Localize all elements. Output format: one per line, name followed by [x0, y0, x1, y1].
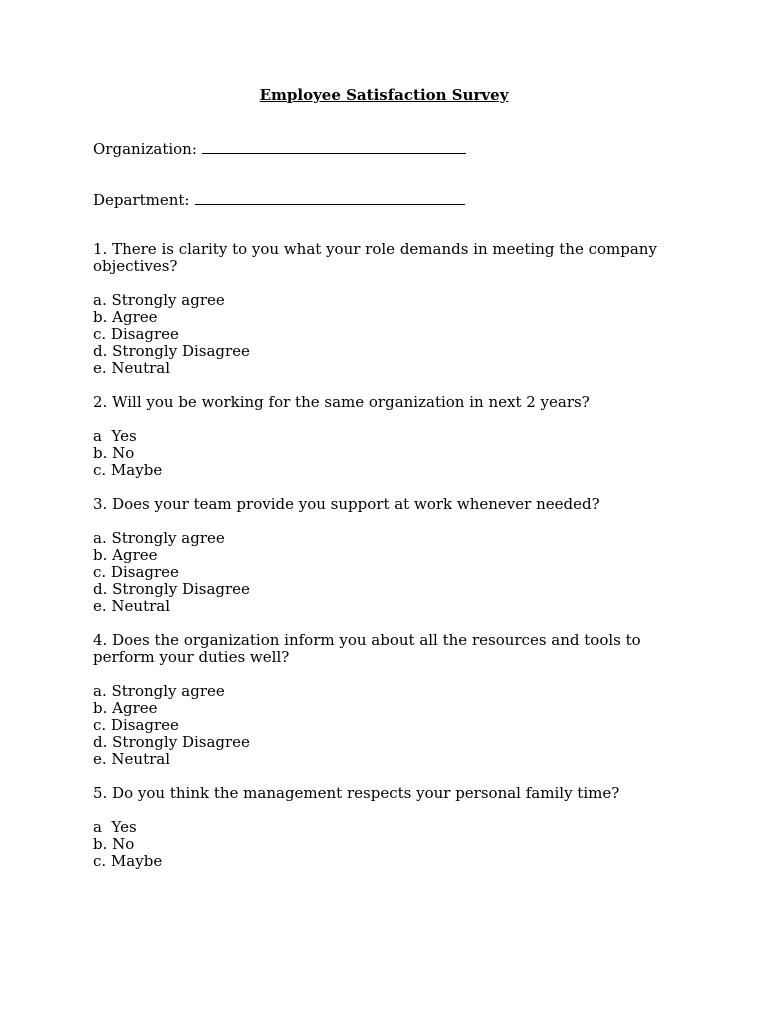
option: a. Strongly agree: [93, 682, 225, 700]
organization-label: Organization:: [93, 140, 197, 158]
option: b. No: [93, 835, 135, 853]
option: a. Strongly agree: [93, 529, 225, 547]
question-3-options: [93, 530, 250, 615]
option: a Yes: [93, 818, 137, 836]
option: c. Disagree: [93, 325, 179, 343]
question-2-options: [93, 428, 162, 479]
question-5-options: [93, 819, 162, 870]
option: e. Neutral: [93, 597, 171, 615]
department-label: Department:: [93, 191, 190, 209]
option: d. Strongly Disagree: [93, 342, 250, 360]
question-4-options: [93, 683, 250, 768]
page-title: Employee Satisfaction Survey: [259, 86, 509, 104]
organization-blank-line: [202, 139, 466, 154]
department-field: [93, 190, 465, 209]
organization-field: [93, 139, 466, 158]
option: a. Strongly agree: [93, 291, 225, 309]
department-blank-line: [195, 190, 465, 205]
option: b. No: [93, 444, 135, 462]
question-5: 5. Do you think the management respects your personal family time?: [93, 784, 620, 802]
option: e. Neutral: [93, 750, 171, 768]
option: b. Agree: [93, 308, 158, 326]
question-2: 2. Will you be working for the same organization in next 2 years?: [93, 393, 590, 411]
option: d. Strongly Disagree: [93, 580, 250, 598]
option: a Yes: [93, 427, 137, 445]
option: b. Agree: [93, 699, 158, 717]
option: c. Disagree: [93, 716, 179, 734]
option: d. Strongly Disagree: [93, 733, 250, 751]
question-1: 1. There is clarity to you what your role demands in meeting the company objectives?: [93, 240, 657, 275]
question-4: 4. Does the organization inform you about all the resources and tools to perform your duties well?: [93, 631, 641, 666]
question-3: 3. Does your team provide you support at work whenever needed?: [93, 495, 600, 513]
option: b. Agree: [93, 546, 158, 564]
question-1-options: [93, 292, 250, 377]
option: e. Neutral: [93, 359, 171, 377]
option: c. Disagree: [93, 563, 179, 581]
option: c. Maybe: [93, 852, 163, 870]
option: c. Maybe: [93, 461, 163, 479]
